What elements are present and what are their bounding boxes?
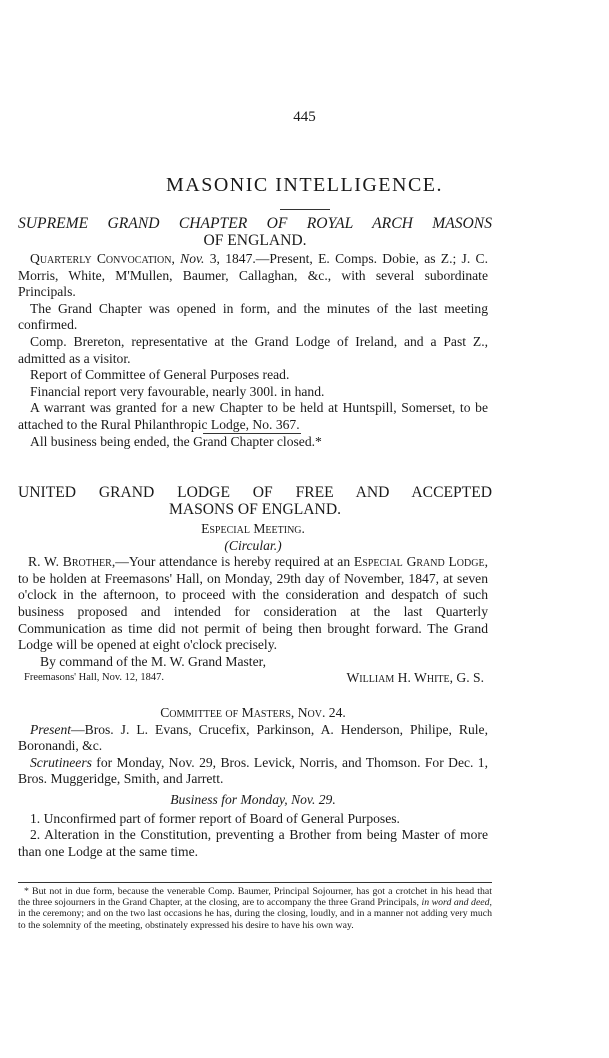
command-line: By command of the M. W. Grand Master,: [40, 653, 266, 669]
paragraph: [18, 755, 488, 788]
page-number: 445: [293, 109, 316, 125]
subheading: Committee of Masters, Nov. 24.: [160, 705, 346, 720]
heading-line: UNITED GRAND LODGE OF FREE AND ACCEPTED: [18, 484, 492, 501]
paragraph-text: —Bros. J. L. Evans, Crucefix, Parkinson, A. Henderson, Philipe, Rule, Boronandi, &c.: [18, 721, 488, 754]
label: Present: [30, 721, 72, 737]
paragraph-text: , to be holden at Freemasons' Hall, on Monday, 29th day of November, 1847, at seven o'clock in the afternoon, to proceed with the consideration and despatch of such business proposed and intended for consideration at the last Quarterly Communication as time did not permit of being then brought forward. The Grand Lodge will be opened at eight o'clock precisely.: [18, 554, 488, 653]
paragraph: [18, 251, 488, 301]
circular-label: (Circular.): [224, 537, 282, 553]
footnote-text: , in the ceremony; and on the two last occasions he has, during the closing, loudly, and in a manner not adding very much to the solemnity of the meeting, obstinately expressed his desire to have his own way.: [18, 897, 492, 931]
paragraph: Comp. Brereton, representative at the Grand Lodge of Ireland, and a Past Z., admitted as a visitor.: [18, 333, 488, 366]
paragraph: A warrant was granted for a new Chapter to be held at Huntspill, Somerset, to be attached to the Rural Philanthropic Lodge, No. 367.: [18, 400, 488, 432]
paragraph: [18, 554, 488, 654]
paragraph-text: for Monday, Nov. 29, Bros. Levick, Norris, and Thomson. For Dec. 1, Bros. Muggeridge, Smith, and Jarrett.: [18, 754, 488, 787]
paragraph: All business being ended, the Grand Chapter closed.*: [30, 433, 322, 449]
footnote-emphasis: in word and deed: [421, 897, 490, 909]
list-item: 2. Alteration in the Constitution, preventing a Brother from being Master of more than one Lodge at the same time.: [18, 827, 488, 859]
committee-body: [18, 705, 488, 860]
paragraph-text: 3, 1847.—Present, E. Comps. Dobie, as Z.; J. C. Morris, White, M'Mullen, Baumer, Callaghan, &c., with several subordinate Principals.: [18, 251, 488, 300]
heading-line: OF ENGLAND.: [203, 232, 307, 249]
section-heading-grand-chapter: [18, 215, 492, 249]
paragraph-text: —Your attendance is hereby required at an: [115, 554, 354, 570]
page-title: MASONIC INTELLIGENCE.: [165, 174, 444, 196]
footnote-text: * But not in due form, because the venerable Comp. Baumer, Principal Sojourner, has got a crotchet in his head that the three sojourners in the Grand Chapter, at the closing, are to accompany the three Grand Principals,: [18, 886, 492, 909]
section-heading-grand-lodge: [18, 484, 492, 518]
label: Scrutineers: [30, 754, 92, 770]
signature-line: [18, 670, 488, 687]
footnote-rule: [18, 882, 492, 883]
section-divider: [203, 433, 301, 434]
paragraph: The Grand Chapter was opened in form, and the minutes of the last meeting confirmed.: [18, 300, 488, 333]
signature: William H. White, G. S.: [346, 670, 484, 686]
date-text: Nov.: [180, 251, 205, 266]
heading-line: SUPREME GRAND CHAPTER OF ROYAL ARCH MASONS: [18, 215, 492, 232]
list-item: 1. Unconfirmed part of former report of Board of General Purposes.: [30, 810, 400, 826]
lead-text: Quarterly Convocation,: [30, 251, 175, 266]
emphasis-text: Especial Grand Lodge: [353, 554, 485, 570]
salutation: R. W. Brother,: [28, 554, 116, 570]
grand-chapter-body: [18, 251, 488, 450]
heading-line: MASONS OF ENGLAND.: [169, 501, 341, 518]
grand-lodge-body: [18, 521, 488, 687]
paragraph: Financial report very favourable, nearly 300l. in hand.: [30, 383, 325, 399]
place-date: Freemasons' Hall, Nov. 12, 1847.: [24, 672, 165, 684]
paragraph: Report of Committee of General Purposes read.: [30, 367, 290, 383]
title-rule: [280, 209, 330, 210]
subheading: Especial Meeting.: [201, 521, 305, 536]
paragraph: [18, 722, 488, 755]
footnote: [18, 886, 492, 931]
business-heading: Business for Monday, Nov. 29.: [170, 791, 336, 807]
